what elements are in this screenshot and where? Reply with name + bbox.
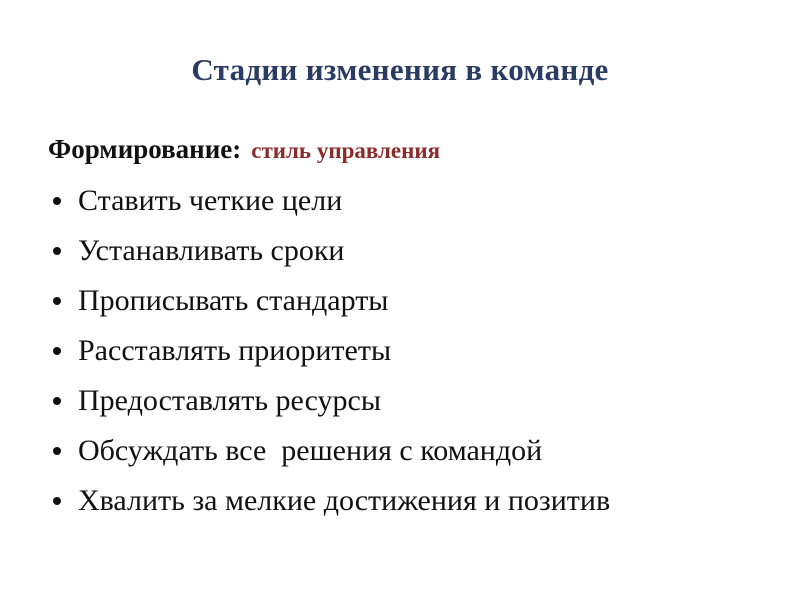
bullet-item — [50, 232, 610, 282]
bullet-dot-icon — [53, 197, 61, 205]
bullet-text: Обсуждать все решения с командой — [78, 434, 543, 467]
bullet-dot-icon — [53, 297, 61, 305]
stage-name: Формирование: — [48, 134, 242, 164]
bullet-item — [50, 432, 610, 482]
bullet-dot-icon — [53, 397, 61, 405]
bullet-item — [50, 182, 610, 232]
bullet-item — [50, 482, 610, 532]
bullet-text: Прописывать стандарты — [78, 284, 389, 317]
bullet-text: Хвалить за мелкие достижения и позитив — [78, 484, 611, 517]
bullet-item — [50, 332, 610, 382]
bullet-dot-icon — [53, 447, 61, 455]
bullet-dot-icon — [53, 347, 61, 355]
bullet-list — [50, 182, 610, 532]
bullet-text: Устанавливать сроки — [78, 234, 345, 267]
bullet-text: Предоставлять ресурсы — [78, 384, 381, 417]
bullet-dot-icon — [53, 247, 61, 255]
slide-title: Стадии изменения в команде — [191, 52, 609, 87]
bullet-item — [50, 282, 610, 332]
stage-description: стиль управления — [251, 138, 441, 163]
bullet-text: Ставить четкие цели — [78, 184, 343, 217]
bullet-dot-icon — [53, 497, 61, 505]
bullet-item — [50, 382, 610, 432]
bullet-text: Расставлять приоритеты — [78, 334, 392, 367]
section-heading — [48, 134, 440, 165]
